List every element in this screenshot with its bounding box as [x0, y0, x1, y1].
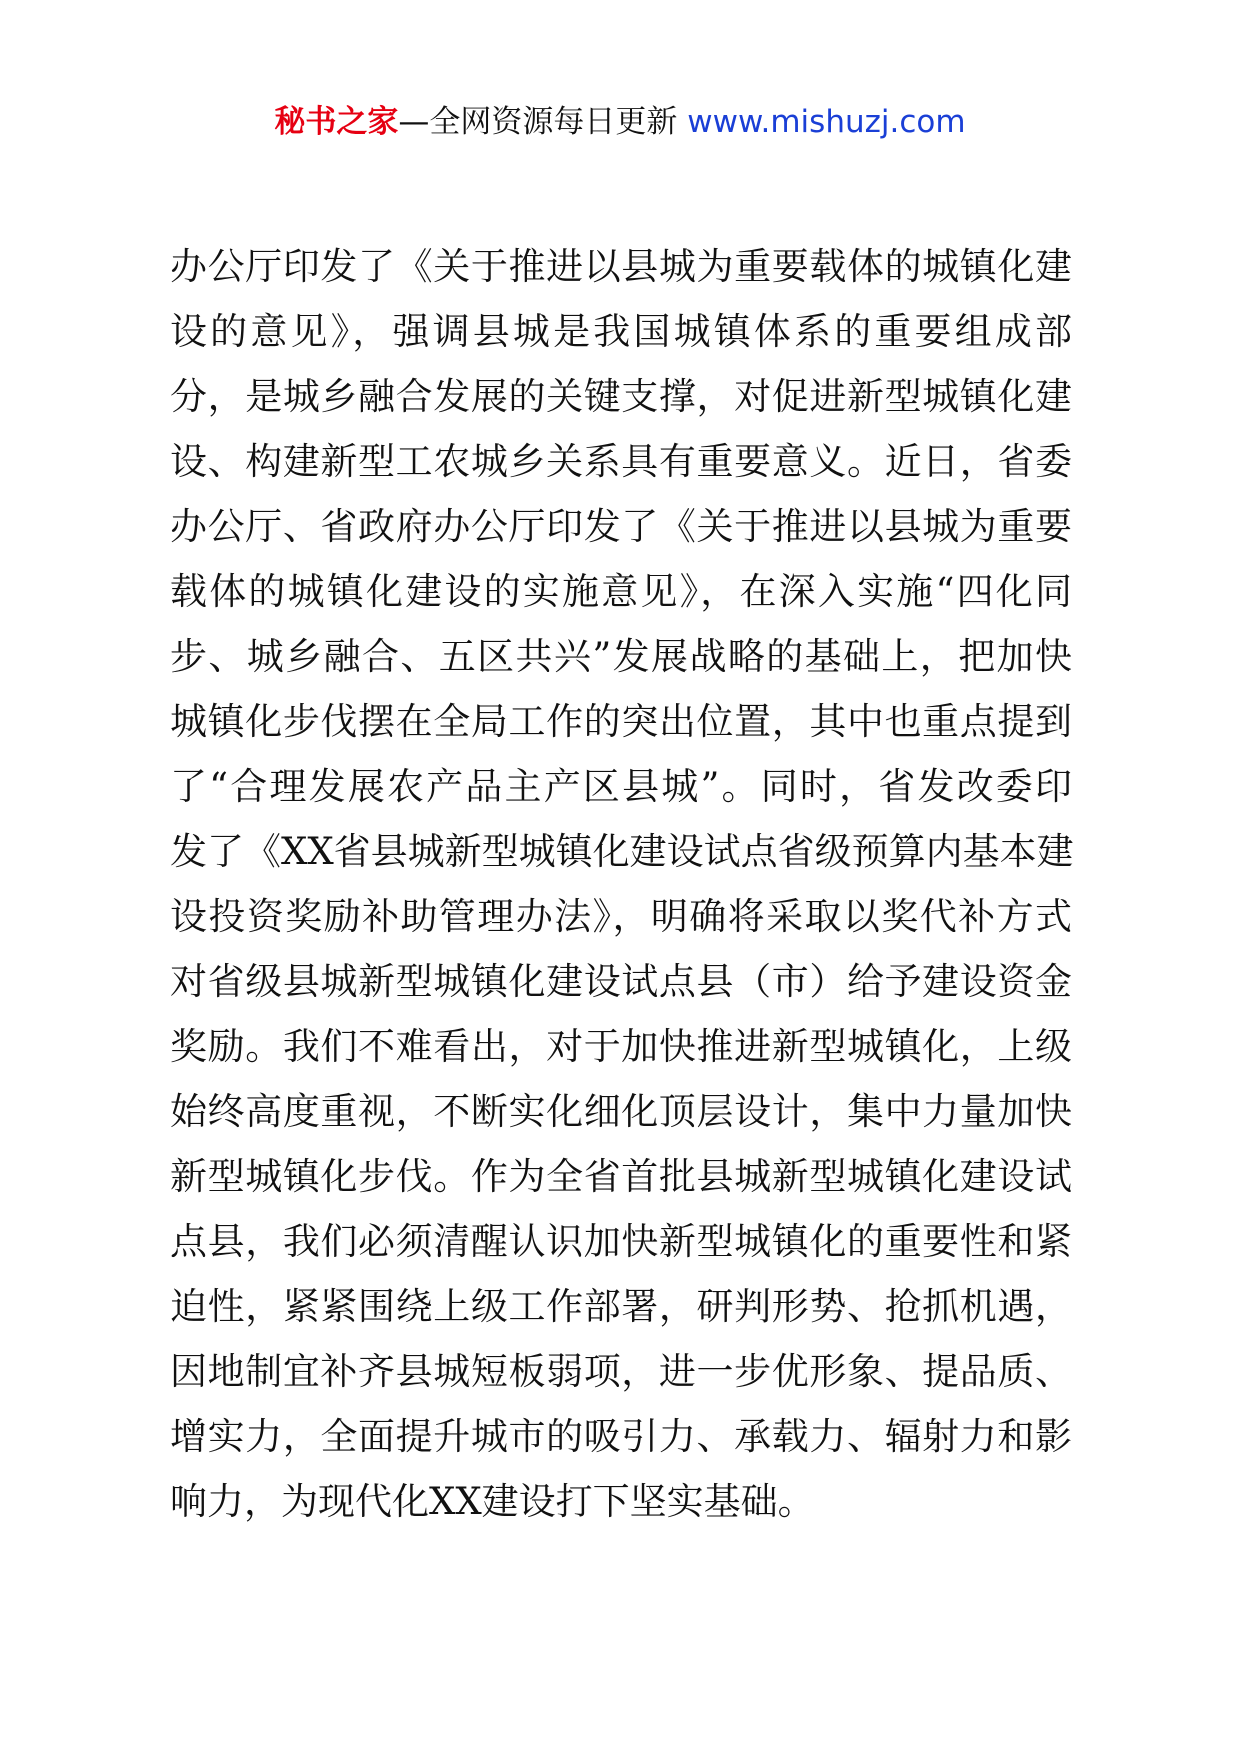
paragraph-line: 对省级县城新型城镇化建设试点县（市）给予建设资金: [170, 960, 1072, 1003]
paragraph-line: 发了《XX省县城新型城镇化建设试点省级预算内基本建: [170, 830, 1074, 873]
paragraph-line: 点县，我们必须清醒认识加快新型城镇化的重要性和紧: [170, 1220, 1072, 1263]
brand-name: 秘书之家: [274, 104, 399, 140]
paragraph-line: 设的意见》，强调县城是我国城镇体系的重要组成部: [170, 310, 1072, 353]
header-tagline: —全网资源每日更新: [398, 104, 678, 140]
paragraph-line: 新型城镇化步伐。作为全省首批县城新型城镇化建设试: [170, 1155, 1072, 1198]
paragraph-line: 设投资奖励补助管理办法》，明确将采取以奖代补方式: [170, 895, 1072, 938]
paragraph-line: 办公厅、省政府办公厅印发了《关于推进以县城为重要: [170, 505, 1072, 548]
paragraph-line: 增实力，全面提升城市的吸引力、承载力、辐射力和影: [170, 1415, 1072, 1458]
paragraph-line: 响力，为现代化XX建设打下坚实基础。: [170, 1480, 815, 1523]
paragraph-line: 办公厅印发了《关于推进以县城为重要载体的城镇化建: [170, 245, 1072, 288]
paragraph-line: 奖励。我们不难看出，对于加快推进新型城镇化，上级: [170, 1025, 1072, 1068]
body-paragraph: [170, 234, 1072, 1534]
paragraph-line: 步、城乡融合、五区共兴”发展战略的基础上，把加快: [170, 635, 1072, 678]
paragraph-line: 始终高度重视，不断实化细化顶层设计，集中力量加快: [170, 1090, 1072, 1133]
site-url-link[interactable]: www.mishuzj.com: [687, 104, 966, 140]
paragraph-line: 了“合理发展农产品主产区县城”。同时，省发改委印: [170, 765, 1072, 808]
paragraph-line: 迫性，紧紧围绕上级工作部署，研判形势、抢抓机遇，: [170, 1285, 1072, 1328]
paragraph-line: 因地制宜补齐县城短板弱项，进一步优形象、提品质、: [170, 1350, 1072, 1393]
page-header: [0, 98, 1240, 146]
paragraph-line: 分，是城乡融合发展的关键支撑，对促进新型城镇化建: [170, 375, 1072, 418]
paragraph-line: 载体的城镇化建设的实施意见》，在深入实施“四化同: [170, 570, 1072, 613]
paragraph-line: 设、构建新型工农城乡关系具有重要意义。近日，省委: [170, 440, 1072, 483]
paragraph-line: 城镇化步伐摆在全局工作的突出位置，其中也重点提到: [170, 700, 1072, 743]
